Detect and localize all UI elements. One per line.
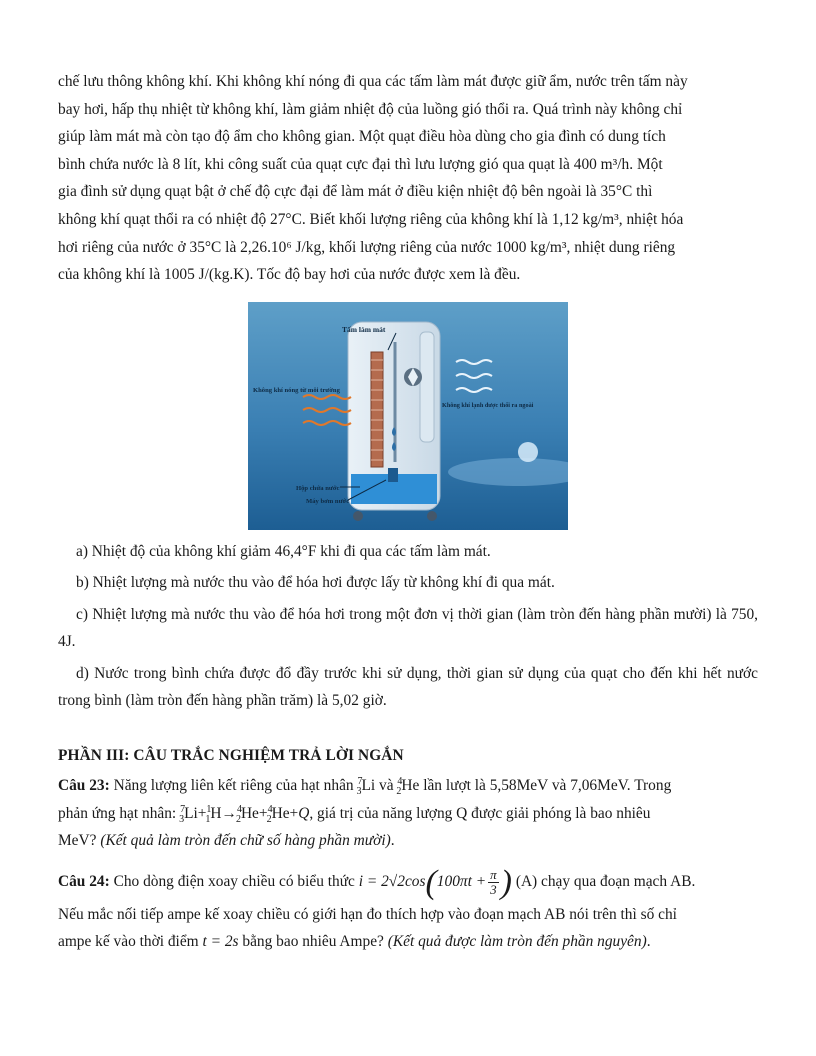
latent-heat: 2,26.10⁶ J/kg bbox=[240, 238, 322, 256]
question-label: Câu 24: bbox=[58, 872, 110, 890]
text: bằng bao nhiêu Ampe? bbox=[242, 933, 384, 951]
rounding-note: (Kết quả được làm tròn đến phần nguyên) bbox=[387, 933, 647, 951]
question-23 bbox=[58, 772, 758, 855]
reaction-equation: $^7_3$Li+$^1_1$H→$^4_2$He+$^4_2$He+Q bbox=[179, 803, 310, 825]
intro-line bbox=[58, 178, 758, 206]
outside-temp: 35°C bbox=[600, 183, 633, 201]
option-b: b) Nhiệt lượng mà nước thu vào để hóa hơi được lấy từ không khí đi qua mát. bbox=[76, 574, 555, 592]
nuclide-symbol: Li bbox=[361, 777, 376, 795]
text: . Tốc độ bay hơi của nước được xem là đều. bbox=[249, 266, 521, 284]
denominator: 3 bbox=[490, 881, 497, 897]
nuclide-he: $^4_2$He bbox=[396, 776, 420, 798]
text: và bbox=[379, 777, 394, 795]
label-cool-air: Không khí lạnh được thổi ra ngoài bbox=[442, 401, 534, 409]
label-hot-air: Không khí nóng từ môi trường bbox=[253, 386, 340, 394]
formula-part: i = 2√2cos bbox=[358, 872, 426, 890]
option-c: c) Nhiệt lượng mà nước thu vào để hóa hơi trong một đơn vị thời gian (làm tròn đến hàng phần mười) là 750, 4J. bbox=[58, 605, 758, 651]
specific-heat: 1005 J/(kg.K) bbox=[164, 266, 250, 284]
text: không khí quạt thổi ra có nhiệt độ bbox=[58, 210, 267, 228]
intro-paragraph bbox=[58, 68, 758, 289]
paren-left: ( bbox=[425, 863, 437, 901]
paren-right: ) bbox=[500, 863, 512, 901]
intro-line bbox=[58, 68, 758, 96]
text: giúp làm mát mà còn tạo độ ẩm cho không gian. Một quạt điều hòa dùng cho gia đình có dung tích bbox=[58, 128, 666, 146]
air-cooler-figure bbox=[248, 302, 568, 530]
label-cooling-pad: Tấm làm mát bbox=[342, 324, 386, 334]
text: của không khí là bbox=[58, 266, 161, 284]
question-24 bbox=[58, 865, 758, 899]
section-title: PHẦN III: CÂU TRẮC NGHIỆM TRẢ LỜI NGẮN bbox=[58, 746, 404, 764]
text: . Biết khối lượng riêng của không khí là bbox=[301, 210, 548, 228]
text: gia đình sử dụng quạt bật ở chế độ cực đại để làm mát ở điều kiện nhiệt độ bên ngoài là bbox=[58, 183, 597, 201]
text: , khối lượng riêng của nước bbox=[321, 238, 492, 256]
intro-line bbox=[58, 206, 758, 234]
fraction bbox=[488, 868, 499, 897]
option-a: a) Nhiệt độ của không khí giảm 46,4°F khi đi qua các tấm làm mát. bbox=[76, 542, 491, 560]
water-density: 1000 kg/m³ bbox=[495, 238, 567, 256]
text: . bbox=[646, 933, 651, 951]
text: , giá trị của năng lượng Q được giải phóng là bao nhiêu bbox=[309, 804, 651, 822]
document-page bbox=[58, 68, 758, 956]
text: , nhiệt dung riêng bbox=[566, 238, 676, 256]
text: (A) chạy qua đoạn mạch AB. bbox=[515, 872, 696, 890]
temp-value: 35°C bbox=[189, 238, 222, 256]
water-pump bbox=[388, 468, 398, 482]
intro-line bbox=[58, 261, 758, 289]
text: lần lượt là 5,58MeV và 7,06MeV. Trong bbox=[423, 777, 672, 795]
option-d: d) Nước trong bình chứa được đổ đầy trước khi sử dụng, thời gian sử dụng của quạt cho đến khi hết nước trong bình (làm tròn đến hàng phần trăm) là 5,02 giờ. bbox=[58, 664, 758, 710]
text: . Một bbox=[629, 155, 663, 173]
question-24-cont bbox=[58, 901, 758, 929]
numerator: π bbox=[490, 866, 497, 882]
time-value: t = 2s bbox=[202, 933, 239, 951]
text: bay hơi, hấp thụ nhiệt từ không khí, làm giảm nhiệt độ của luồng gió thổi ra. Quá trình này không chỉ bbox=[58, 100, 683, 118]
outlet-temp: 27°C bbox=[270, 210, 302, 228]
water-drop bbox=[518, 442, 538, 462]
intro-line bbox=[58, 96, 758, 124]
text: hơi riêng của nước ở bbox=[58, 238, 186, 256]
text: MeV? bbox=[58, 832, 97, 850]
text: ampe kế vào thời điểm bbox=[58, 933, 199, 951]
intro-line bbox=[58, 151, 758, 179]
text: , nhiệt hóa bbox=[618, 210, 684, 228]
label-water-pump: Máy bơm nước bbox=[306, 497, 350, 505]
label-water-tank: Hộp chứa nước bbox=[296, 484, 340, 492]
current-formula bbox=[358, 863, 516, 901]
text: bình chứa nước là 8 lít, khi công suất của quạt cực đại thì lưu lượng gió qua quạt là bbox=[58, 155, 570, 173]
text: thì bbox=[636, 183, 653, 201]
text: Cho dòng điện xoay chiều có biểu thức bbox=[113, 872, 355, 890]
text: phản ứng hạt nhân: bbox=[58, 804, 177, 822]
question-label: Câu 23: bbox=[58, 777, 110, 795]
formula-part: 100πt + bbox=[436, 872, 487, 890]
text: Năng lượng liên kết riêng của hạt nhân bbox=[113, 777, 354, 795]
airflow-value: 400 m³/h bbox=[573, 155, 630, 173]
text: . bbox=[390, 832, 395, 850]
air-density: 1,12 kg/m³ bbox=[551, 210, 619, 228]
text: là bbox=[225, 238, 237, 256]
rounding-note: (Kết quả làm tròn đến chữ số hàng phần mười) bbox=[100, 832, 391, 850]
nuclide-symbol: He bbox=[401, 777, 420, 795]
question-24-cont bbox=[58, 928, 758, 956]
intro-line bbox=[58, 234, 758, 262]
nuclide-li: $^7_3$Li bbox=[356, 776, 376, 798]
text: Nếu mắc nối tiếp ampe kế xoay chiều có giới hạn đo thích hợp vào đoạn mạch AB nói trên thì số chỉ bbox=[58, 905, 677, 923]
text: chế lưu thông không khí. Khi không khí nóng đi qua các tấm làm mát được giữ ẩm, nước trên tấm này bbox=[58, 73, 688, 90]
intro-line bbox=[58, 123, 758, 151]
air-cooler-diagram bbox=[248, 302, 568, 530]
